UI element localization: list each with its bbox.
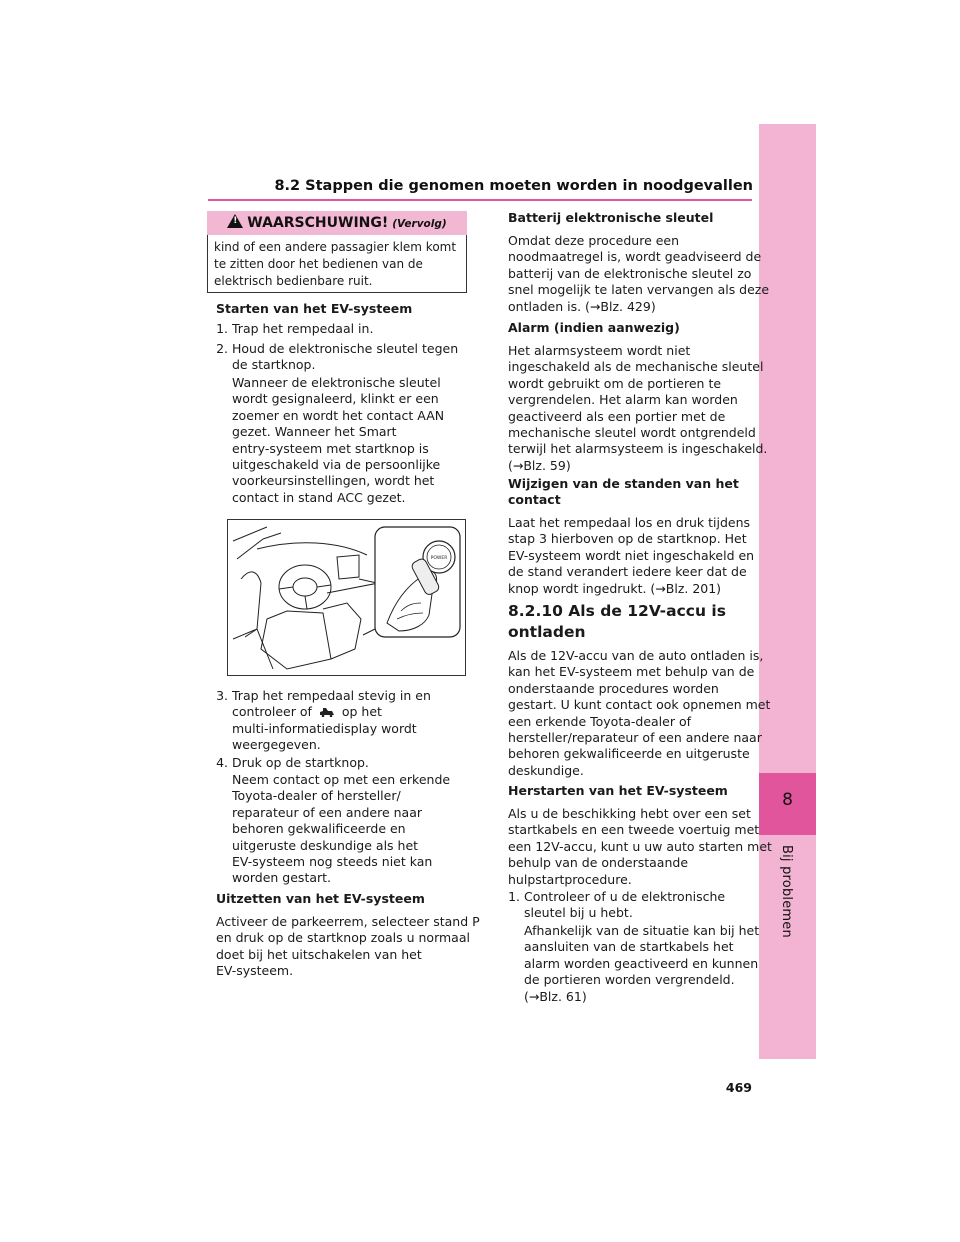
warning-text: kind of een andere passagier klem komt te zitten door het bedienen van de elektrisch bedienbare ruit. [214, 240, 457, 288]
stop-text: Activeer de parkeerrem, selecteer stand P en druk op de startknop zoals u normaal doet bij het uitschakelen van het EV-systeem. [216, 914, 480, 979]
modes-text: Laat het rempedaal los en druk tijdens stap 3 hierboven op de startknop. Het EV-systeem wordt niet ingeschakeld en de stand verandert iedere keer dat de knop wordt ingedrukt. (→Blz. 201) [508, 515, 755, 596]
restart-step-1-note: Afhankelijk van de situatie kan bij het aansluiten van de startkabels het alarm worden geactiveerd en kunnen de portieren worden vergrendeld. (→Blz. 61) [524, 923, 760, 1004]
modes-heading: Wijzigen van de standen van het contact [508, 476, 739, 508]
step-2: 2. Houd de elektronische sleutel tegen de startknop. [216, 341, 459, 373]
chapter-label: Bij problemen [779, 845, 794, 938]
start-heading: Starten van het EV-systeem [216, 301, 413, 316]
restart-step-1: 1. Controleer of u de elektronische sleutel bij u hebt. [508, 889, 726, 921]
restart-heading: Herstarten van het EV-systeem [508, 783, 728, 798]
section-text-12v: Als de 12V-accu van de auto ontladen is, kan het EV-systeem met behulp van de onderstaande procedures worden gestart. U kunt contact ook opnemen met een erkende Toyota-dealer of hersteller/reparateur of een andere naar behoren gekwalificeerde en uitgeruste deskundige. [508, 648, 771, 778]
step-4-note: Neem contact op met een erkende Toyota-dealer of hersteller/ reparateur of een andere naar behoren gekwalificeerde en uitgeruste deskundige als het EV-systeem nog steeds niet kan worden gestart. [232, 772, 451, 886]
section-header: 8.2 Stappen die genomen moeten worden in noodgevallen [274, 178, 753, 194]
chapter-number: 8 [782, 790, 793, 810]
warning-continued: (Vervolg) [392, 218, 447, 230]
warning-title: !WAARSCHUWING! (Vervolg) [208, 214, 466, 231]
power-button-label: POWER [430, 556, 448, 561]
dashboard-key-fob-illustration [227, 519, 466, 676]
alarm-heading: Alarm (indien aanwezig) [508, 320, 680, 335]
step-4: 4. Druk op de startknop. [216, 755, 369, 770]
stop-heading: Uitzetten van het EV-systeem [216, 891, 425, 906]
battery-key-text: Omdat deze procedure een noodmaatregel is, wordt geadviseerd de batterij van de elektronische sleutel zo snel mogelijk te laten vervangen als deze ontladen is. (→Blz. 429) [508, 233, 770, 314]
step-3: 3. Trap het rempedaal stevig in en controleer of op het multi-informatiedisplay wordt weergegeven. [216, 688, 431, 753]
battery-key-heading: Batterij elektronische sleutel [508, 210, 714, 225]
alarm-text: Het alarmsysteem wordt niet ingeschakeld als de mechanische sleutel wordt gebruikt om de portieren te vergrendelen. Het alarm kan worden geactiveerd als een portier met de mechanische sleutel wordt ontgrendeld terwijl het alarmsysteem is ingeschakeld. (→Blz. 59) [508, 343, 768, 473]
warning-triangle-icon [227, 214, 243, 228]
step-2-note: Wanneer de elektronische sleutel wordt gesignaleerd, klinkt er een zoemer en wordt het contact AAN gezet. Wanneer het Smart entry-systeem met startknop is uitgeschakeld via de persoonlijke voorkeursinstellingen, wordt het contact in stand ACC gezet. [232, 375, 445, 505]
step-1: 1. Trap het rempedaal in. [216, 321, 374, 336]
ready-indicator-icon [318, 706, 336, 717]
restart-text: Als u de beschikking hebt over een set startkabels en een tweede voertuig met een 12V-accu, kunt u uw auto starten met behulp van de onderstaande hulpstartprocedure. [508, 806, 772, 887]
header-rule [208, 199, 752, 201]
page-number: 469 [725, 1080, 752, 1095]
section-heading-12v: 8.2.10 Als de 12V-accu is ontladen [508, 602, 726, 641]
